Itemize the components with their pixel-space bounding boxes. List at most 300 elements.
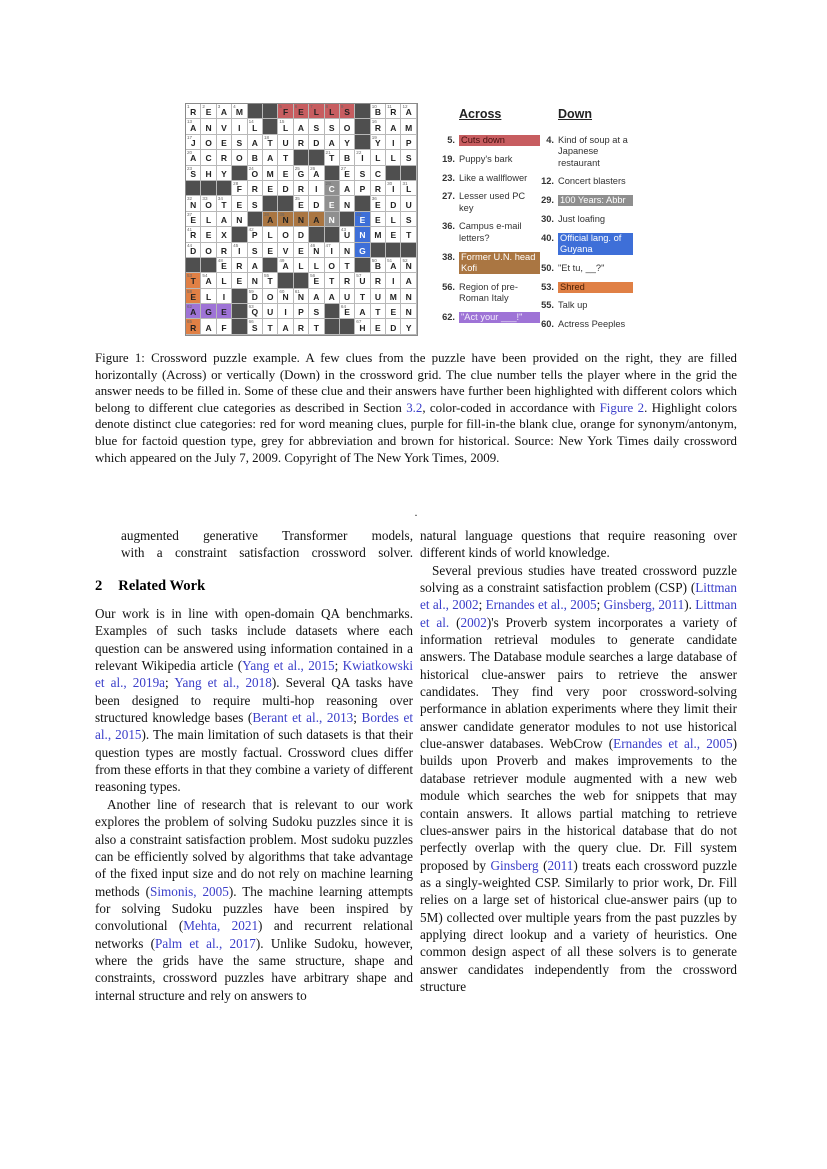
cell-letter: T: [329, 276, 335, 287]
cell-letter: S: [405, 214, 412, 225]
grid-cell[interactable]: [201, 227, 216, 242]
grid-cell[interactable]: [340, 304, 355, 319]
grid-cell[interactable]: [232, 150, 247, 165]
grid-cell[interactable]: [278, 181, 293, 196]
grid-cell[interactable]: [263, 150, 278, 165]
grid-cell[interactable]: [325, 181, 340, 196]
grid-cell[interactable]: [355, 212, 370, 227]
grid-cell[interactable]: [186, 150, 201, 165]
grid-cell[interactable]: [371, 319, 386, 334]
grid-cell[interactable]: [401, 273, 416, 288]
grid-cell[interactable]: [386, 135, 401, 150]
grid-cell[interactable]: [248, 258, 263, 273]
grid-cell[interactable]: [278, 243, 293, 258]
cell-letter: O: [251, 168, 259, 179]
grid-cell[interactable]: [371, 227, 386, 242]
grid-cell[interactable]: [186, 196, 201, 211]
grid-cell[interactable]: [401, 135, 416, 150]
citation-link[interactable]: Kwiatkowski et al., 2019a: [95, 658, 413, 691]
cell-letter: E: [282, 168, 289, 179]
grid-cell[interactable]: [325, 258, 340, 273]
cell-letter: S: [251, 322, 258, 333]
grid-cell[interactable]: [186, 212, 201, 227]
grid-cell[interactable]: [201, 135, 216, 150]
grid-cell[interactable]: [294, 258, 309, 273]
cell-letter: G: [205, 307, 212, 318]
citation-link[interactable]: Ginsberg: [490, 857, 539, 873]
grid-cell[interactable]: [278, 135, 293, 150]
clue-text: 100 Years: Abbr: [558, 195, 633, 206]
grid-cell[interactable]: [263, 166, 278, 181]
grid-cell[interactable]: [186, 289, 201, 304]
grid-cell[interactable]: [248, 289, 263, 304]
grid-cell[interactable]: [294, 212, 309, 227]
grid-cell[interactable]: [401, 196, 416, 211]
cell-letter: D: [190, 245, 197, 256]
grid-cell[interactable]: [294, 289, 309, 304]
grid-cell[interactable]: [371, 150, 386, 165]
grid-cell[interactable]: [278, 289, 293, 304]
grid-cell[interactable]: [355, 181, 370, 196]
grid-cell[interactable]: [248, 181, 263, 196]
cell-letter: I: [330, 245, 333, 256]
grid-cell[interactable]: [371, 212, 386, 227]
grid-cell[interactable]: [340, 289, 355, 304]
grid-cell[interactable]: [248, 119, 263, 134]
cell-letter: R: [297, 137, 304, 148]
grid-cell[interactable]: [309, 289, 324, 304]
grid-cell[interactable]: [201, 119, 216, 134]
grid-cell[interactable]: [248, 150, 263, 165]
cell-number: 8: [325, 104, 329, 109]
cell-letter: C: [328, 184, 335, 195]
grid-cell[interactable]: [294, 304, 309, 319]
grid-cell[interactable]: [325, 243, 340, 258]
grid-cell[interactable]: [371, 119, 386, 134]
grid-cell-black: [278, 273, 293, 288]
grid-cell[interactable]: [325, 289, 340, 304]
grid-cell[interactable]: [294, 243, 309, 258]
cell-letter: N: [344, 199, 351, 210]
grid-cell[interactable]: [248, 196, 263, 211]
grid-cell[interactable]: [386, 273, 401, 288]
citation-link[interactable]: Bordes et al., 2015: [95, 710, 413, 743]
grid-cell[interactable]: [248, 273, 263, 288]
grid-cell[interactable]: [371, 181, 386, 196]
cell-number: 5: [279, 104, 282, 109]
paragraph: Our work is in line with open-domain QA benchmarks. Examples of such tasks include datasets where each question can be answered using information contained in a relevant Wikipedia article (Yang et al., 2015; Kwiatkowski et al., 2019a; Yang et al., 2018). Several QA tasks have been designed to require multi-hop reasoning over structured knowledge bases (Berant et al., 2013; Bordes et al., 2015). The main limitation of such datasets is that their question types are mostly factual. Crossword clues differ from these efforts in that they combine a variety of different reasoning types.: [95, 606, 413, 795]
grid-cell[interactable]: [340, 227, 355, 242]
grid-cell[interactable]: [325, 273, 340, 288]
grid-cell[interactable]: [371, 166, 386, 181]
grid-cell[interactable]: [340, 243, 355, 258]
cell-letter: C: [374, 168, 381, 179]
grid-cell[interactable]: [294, 166, 309, 181]
grid-cell[interactable]: [201, 289, 216, 304]
grid-cell[interactable]: [263, 212, 278, 227]
citation-link[interactable]: Littman et al., 2002: [420, 580, 737, 613]
grid-cell[interactable]: [309, 181, 324, 196]
grid-cell[interactable]: [248, 243, 263, 258]
grid-cell[interactable]: [217, 166, 232, 181]
grid-cell[interactable]: [325, 196, 340, 211]
clue-text: Region of pre-Roman Italy: [459, 281, 518, 303]
cell-number: 42: [248, 227, 254, 233]
cell-number: 3: [217, 104, 221, 109]
citation-link[interactable]: Ginsberg, 2011: [603, 597, 685, 613]
grid-cell[interactable]: [294, 319, 309, 334]
grid-cell[interactable]: [248, 319, 263, 334]
grid-cell[interactable]: [309, 273, 324, 288]
cell-letter: L: [390, 214, 396, 225]
section-title: Related Work: [118, 577, 206, 594]
citation-link[interactable]: Mehta, 2021: [183, 918, 259, 934]
grid-cell[interactable]: [232, 104, 247, 119]
grid-cell[interactable]: [201, 150, 216, 165]
cell-letter: O: [205, 199, 212, 210]
cell-letter: A: [328, 291, 335, 302]
grid-cell[interactable]: [309, 258, 324, 273]
grid-cell[interactable]: [232, 273, 247, 288]
grid-cell[interactable]: [217, 289, 232, 304]
grid-cell[interactable]: [217, 258, 232, 273]
clue-text: Just loafing: [558, 213, 606, 224]
down-clues-column: [536, 107, 633, 338]
clue-text: Talk up: [558, 300, 588, 311]
grid-cell[interactable]: [248, 227, 263, 242]
cell-letter: A: [267, 153, 274, 164]
grid-cell[interactable]: [386, 258, 401, 273]
grid-cell[interactable]: [186, 304, 201, 319]
cell-letter: V: [282, 245, 289, 256]
grid-cell[interactable]: [201, 243, 216, 258]
cell-letter: T: [282, 153, 289, 164]
grid-cell[interactable]: [278, 119, 293, 134]
grid-cell[interactable]: [294, 119, 309, 134]
grid-cell[interactable]: [371, 273, 386, 288]
cell-letter: N: [344, 245, 351, 256]
citation-link[interactable]: Yang et al., 2015: [242, 658, 335, 674]
grid-cell-black: [186, 181, 201, 196]
clue-item: [536, 263, 633, 274]
grid-cell[interactable]: [340, 273, 355, 288]
grid-cell-black: [201, 181, 216, 196]
grid-cell[interactable]: [325, 135, 340, 150]
grid-cell[interactable]: [186, 227, 201, 242]
grid-cell[interactable]: [340, 150, 355, 165]
grid-cell[interactable]: [186, 273, 201, 288]
grid-cell[interactable]: [201, 212, 216, 227]
citation-link[interactable]: Ernandes et al., 2005: [613, 736, 733, 752]
cell-letter: T: [190, 276, 196, 287]
cell-letter: U: [344, 291, 351, 302]
grid-cell[interactable]: [201, 319, 216, 334]
clue-item: [437, 191, 540, 214]
grid-cell[interactable]: [309, 135, 324, 150]
grid-cell[interactable]: [263, 243, 278, 258]
grid-cell[interactable]: [355, 227, 370, 242]
cell-letter: F: [221, 322, 227, 333]
grid-cell[interactable]: [217, 273, 232, 288]
grid-cell[interactable]: [386, 319, 401, 334]
grid-cell[interactable]: [401, 119, 416, 134]
clue-text: "Et tu, __?": [558, 262, 605, 273]
cell-number: 34: [217, 196, 223, 202]
grid-cell[interactable]: [217, 150, 232, 165]
grid-cell[interactable]: [232, 119, 247, 134]
grid-cell[interactable]: [386, 150, 401, 165]
grid-cell[interactable]: [232, 212, 247, 227]
stray-period: .: [414, 505, 418, 519]
cell-letter: N: [297, 291, 304, 302]
cell-number: 7: [310, 104, 313, 109]
cell-letter: E: [236, 199, 243, 210]
grid-cell[interactable]: [232, 181, 247, 196]
citation-link[interactable]: 2002: [460, 614, 487, 630]
grid-cell[interactable]: [371, 135, 386, 150]
grid-cell[interactable]: [232, 243, 247, 258]
cell-letter: S: [190, 168, 197, 179]
clue-number: 50.: [541, 262, 554, 273]
grid-cell[interactable]: [294, 135, 309, 150]
cell-letter: R: [220, 245, 228, 256]
cell-letter: D: [313, 137, 320, 148]
grid-cell[interactable]: [340, 181, 355, 196]
grid-cell[interactable]: [217, 227, 232, 242]
grid-cell[interactable]: [309, 212, 324, 227]
grid-cell[interactable]: [401, 212, 416, 227]
continuation-line: augmented generative Transformer models,: [121, 528, 413, 543]
grid-cell[interactable]: [232, 135, 247, 150]
cell-letter: L: [267, 230, 273, 241]
grid-cell[interactable]: [355, 150, 370, 165]
grid-cell[interactable]: [217, 104, 232, 119]
grid-cell-black: [355, 119, 370, 134]
grid-cell[interactable]: [309, 243, 324, 258]
grid-cell[interactable]: [355, 304, 370, 319]
clue-number: 4.: [546, 135, 554, 145]
across-clues-column: [437, 107, 540, 331]
grid-cell[interactable]: [401, 258, 416, 273]
cell-letter: I: [392, 184, 395, 195]
grid-cell[interactable]: [355, 273, 370, 288]
cell-letter: E: [313, 276, 320, 287]
grid-cell[interactable]: [386, 227, 401, 242]
grid-cell[interactable]: [340, 135, 355, 150]
grid-cell[interactable]: [186, 319, 201, 334]
grid-cell[interactable]: [401, 227, 416, 242]
citation-link[interactable]: Yang et al., 2018: [174, 675, 272, 691]
grid-cell[interactable]: [263, 135, 278, 150]
cell-letter: I: [238, 245, 241, 256]
cell-number: 16: [371, 119, 377, 125]
grid-cell[interactable]: [401, 304, 416, 319]
grid-cell[interactable]: [355, 319, 370, 334]
grid-cell[interactable]: [201, 166, 216, 181]
grid-cell[interactable]: [371, 289, 386, 304]
grid-cell-black: [294, 150, 309, 165]
cell-letter: E: [267, 184, 273, 195]
grid-cell[interactable]: [386, 212, 401, 227]
grid-cell[interactable]: [294, 104, 309, 119]
citation-link[interactable]: Ernandes et al., 2005: [485, 597, 597, 613]
grid-cell[interactable]: [278, 166, 293, 181]
cell-number: 36: [371, 196, 377, 202]
grid-cell[interactable]: [278, 104, 293, 119]
grid-cell[interactable]: [309, 166, 324, 181]
grid-cell[interactable]: [309, 196, 324, 211]
cell-letter: Y: [405, 322, 412, 333]
grid-cell[interactable]: [217, 212, 232, 227]
grid-cell[interactable]: [340, 166, 355, 181]
grid-cell[interactable]: [186, 243, 201, 258]
grid-cell[interactable]: [340, 196, 355, 211]
grid-cell[interactable]: [294, 181, 309, 196]
grid-cell[interactable]: [201, 196, 216, 211]
grid-cell[interactable]: [217, 135, 232, 150]
grid-cell[interactable]: [371, 104, 386, 119]
grid-cell[interactable]: [232, 258, 247, 273]
grid-cell[interactable]: [294, 196, 309, 211]
cell-letter: R: [374, 276, 381, 287]
grid-cell[interactable]: [401, 181, 416, 196]
grid-cell[interactable]: [217, 304, 232, 319]
grid-cell[interactable]: [309, 304, 324, 319]
clue-number: 19.: [442, 153, 455, 164]
grid-cell[interactable]: [294, 227, 309, 242]
grid-cell[interactable]: [325, 150, 340, 165]
cell-letter: N: [297, 214, 304, 225]
grid-cell[interactable]: [263, 319, 278, 334]
grid-cell-black: [309, 150, 324, 165]
grid-cell[interactable]: [263, 273, 278, 288]
grid-cell[interactable]: [325, 119, 340, 134]
grid-cell[interactable]: [401, 104, 416, 119]
grid-cell[interactable]: [386, 104, 401, 119]
cell-letter: L: [375, 153, 381, 164]
section-number: 2: [95, 577, 103, 594]
clue-item: [536, 300, 633, 311]
grid-cell[interactable]: [263, 181, 278, 196]
cell-letter: E: [205, 230, 212, 241]
clue-item: [437, 282, 540, 305]
grid-cell[interactable]: [278, 258, 293, 273]
cell-number: 44: [187, 242, 193, 248]
grid-cell[interactable]: [325, 104, 340, 119]
down-clue-list: [536, 135, 633, 331]
cell-number: 58: [187, 288, 193, 294]
cell-letter: U: [374, 291, 381, 302]
grid-cell[interactable]: [278, 304, 293, 319]
citation-link[interactable]: Simonis, 2005: [150, 883, 229, 899]
grid-cell[interactable]: [401, 289, 416, 304]
grid-cell-black: [386, 243, 401, 258]
grid-cell[interactable]: [278, 319, 293, 334]
grid-cell-black: [401, 166, 416, 181]
grid-cell[interactable]: [248, 304, 263, 319]
grid-cell[interactable]: [232, 196, 247, 211]
grid-cell[interactable]: [248, 135, 263, 150]
grid-cell[interactable]: [340, 258, 355, 273]
grid-cell[interactable]: [186, 104, 201, 119]
grid-cell[interactable]: [340, 119, 355, 134]
citation-link[interactable]: Berant et al., 2013: [252, 710, 354, 726]
grid-cell[interactable]: [186, 119, 201, 134]
grid-cell[interactable]: [386, 304, 401, 319]
grid-cell[interactable]: [386, 289, 401, 304]
cell-letter: F: [236, 184, 242, 195]
grid-cell[interactable]: [201, 273, 216, 288]
cell-letter: L: [329, 107, 335, 118]
grid-cell[interactable]: [401, 319, 416, 334]
clue-text: Cuts down: [459, 135, 540, 146]
grid-cell-black: [232, 319, 247, 334]
citation-link[interactable]: Figure 2: [599, 400, 645, 415]
grid-cell[interactable]: [217, 119, 232, 134]
cell-letter: I: [392, 276, 395, 287]
grid-cell[interactable]: [309, 119, 324, 134]
grid-cell[interactable]: [248, 166, 263, 181]
grid-cell[interactable]: [217, 243, 232, 258]
grid-cell[interactable]: [355, 166, 370, 181]
citation-link[interactable]: Littman et al.: [420, 597, 737, 630]
cell-letter: N: [282, 291, 289, 302]
clue-number: 38.: [442, 251, 455, 262]
grid-cell[interactable]: [401, 150, 416, 165]
citation-link[interactable]: Palm et al., 2017: [155, 935, 256, 951]
citation-link[interactable]: 3.2: [406, 400, 423, 415]
grid-cell[interactable]: [309, 319, 324, 334]
grid-cell[interactable]: [309, 104, 324, 119]
cell-letter: A: [220, 214, 228, 225]
grid-cell[interactable]: [386, 119, 401, 134]
grid-cell[interactable]: [340, 104, 355, 119]
cell-letter: C: [205, 153, 212, 164]
grid-cell[interactable]: [217, 196, 232, 211]
grid-cell[interactable]: [201, 104, 216, 119]
grid-cell[interactable]: [278, 150, 293, 165]
grid-cell[interactable]: [355, 243, 370, 258]
grid-cell-black: [248, 104, 263, 119]
grid-cell[interactable]: [371, 304, 386, 319]
cell-number: 12: [402, 104, 408, 109]
grid-cell[interactable]: [217, 319, 232, 334]
grid-cell[interactable]: [263, 227, 278, 242]
grid-cell[interactable]: [371, 258, 386, 273]
grid-cell[interactable]: [186, 166, 201, 181]
grid-cell[interactable]: [201, 304, 216, 319]
grid-cell[interactable]: [263, 289, 278, 304]
grid-cell[interactable]: [263, 304, 278, 319]
cell-letter: U: [267, 307, 274, 318]
cell-letter: T: [221, 199, 227, 210]
grid-cell[interactable]: [386, 196, 401, 211]
grid-cell[interactable]: [325, 212, 340, 227]
cell-letter: E: [221, 307, 227, 318]
grid-cell[interactable]: [355, 289, 370, 304]
grid-cell-black: [355, 196, 370, 211]
left-column: [95, 527, 413, 1004]
grid-cell[interactable]: [278, 227, 293, 242]
grid-cell-black: [401, 243, 416, 258]
cell-letter: E: [221, 137, 227, 148]
grid-cell-black: [355, 258, 370, 273]
grid-cell[interactable]: [386, 181, 401, 196]
grid-cell[interactable]: [278, 212, 293, 227]
grid-cell[interactable]: [186, 135, 201, 150]
grid-cell[interactable]: [371, 196, 386, 211]
citation-link[interactable]: 2011: [547, 857, 574, 873]
